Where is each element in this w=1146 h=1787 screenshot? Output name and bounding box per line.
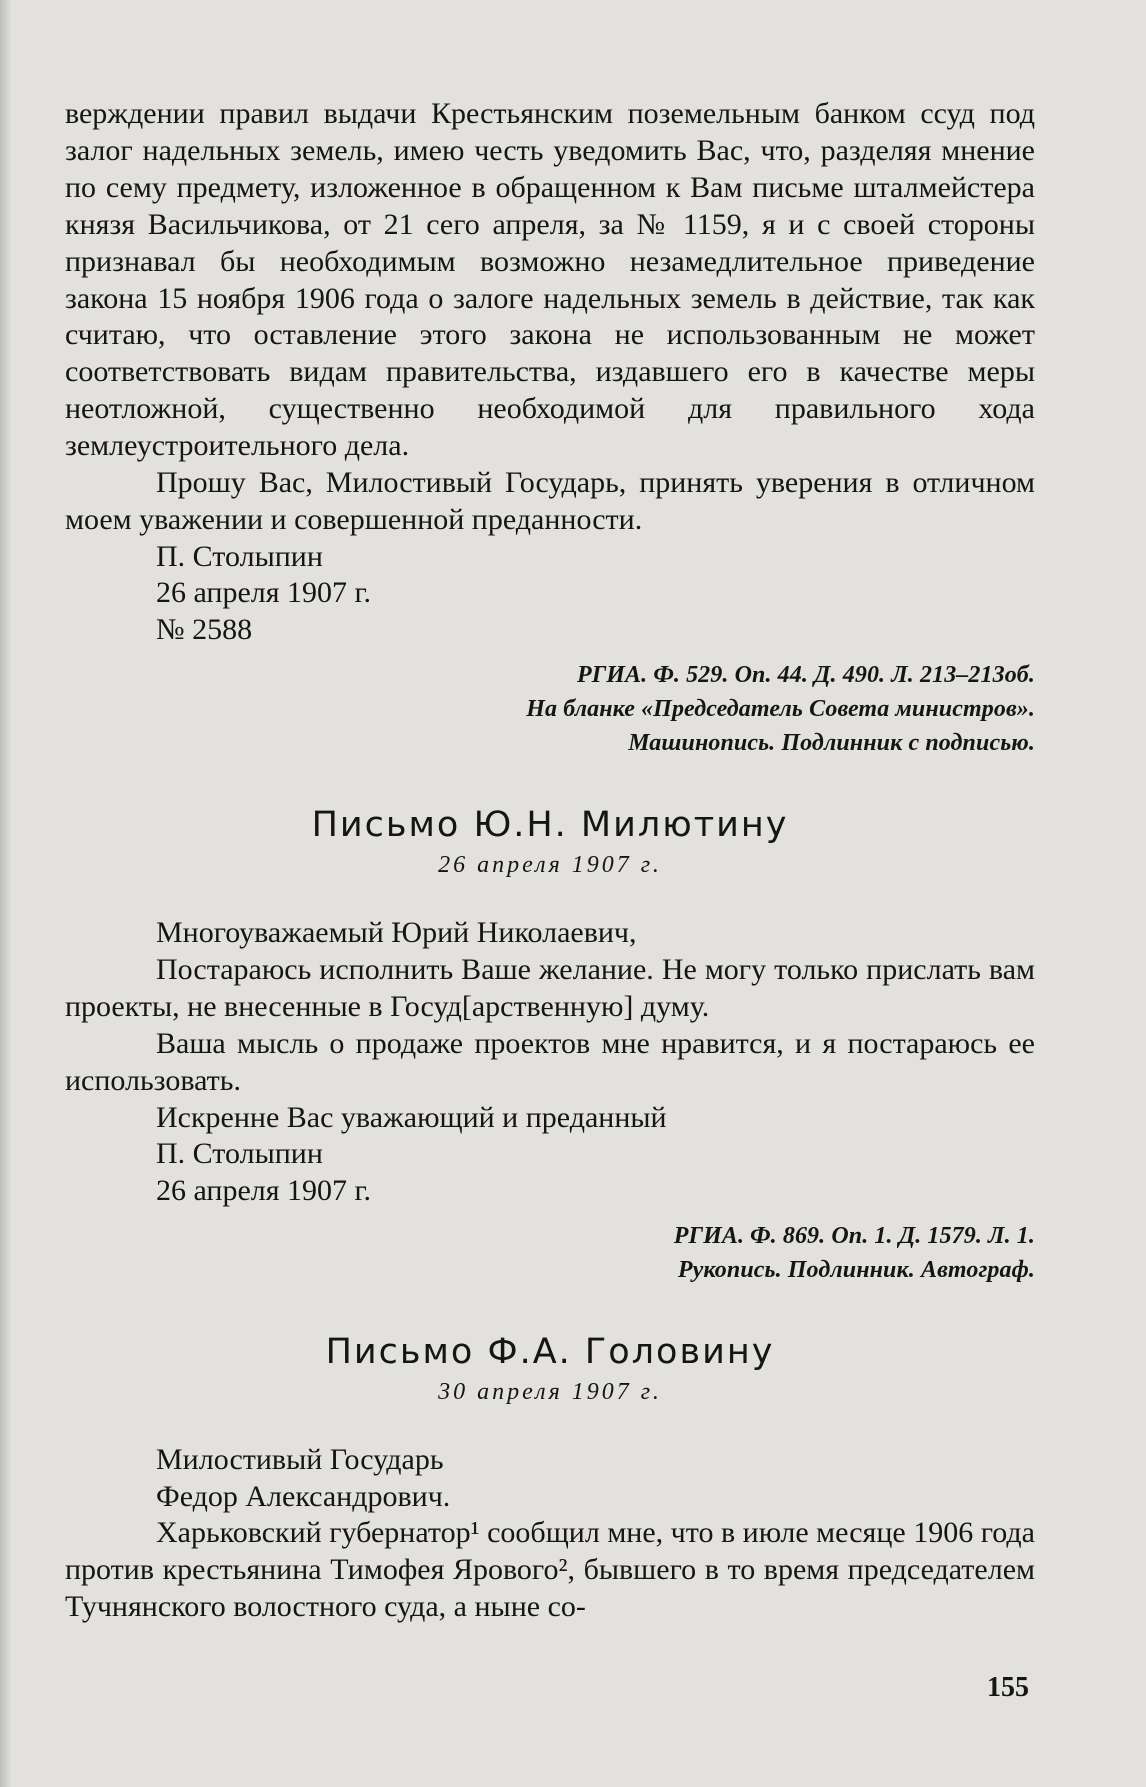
- document-number: № 2588: [156, 612, 253, 646]
- citation-type: Рукопись. Подлинник. Автограф.: [677, 1257, 1035, 1283]
- signature-name: П. Столыпин: [156, 1137, 323, 1170]
- letter-date-milyutin: 26 апреля 1907 г.: [438, 852, 662, 879]
- signature-date: 26 апреля 1907 г.: [156, 576, 371, 610]
- citation-type: Машинопись. Подлинник с подписью.: [628, 730, 1035, 757]
- letter-paragraph: Постараюсь исполнить Ваше желание. Не могу только прислать вам проекты, не внесенные в Госуд[арственную] думу.: [65, 952, 1035, 1023]
- page-number: 155: [987, 1672, 1029, 1703]
- letter-paragraph: Ваша мысль о продаже проектов мне нравится, и я постараюсь ее использовать.: [65, 1026, 1035, 1097]
- signature-name: П. Столыпин: [156, 539, 323, 573]
- greeting-line: Многоуважаемый Юрий Николаевич,: [156, 916, 637, 950]
- citation-source: РГИА. Ф. 529. Оп. 44. Д. 490. Л. 213–213об.: [576, 662, 1035, 689]
- letter-heading-golovin: Письмо Ф.А. Головину: [325, 1332, 775, 1372]
- letter-paragraph-start: Харьковский губернатор¹ сообщил мне, что в июле месяце 1906 года против крестьянина Тимофея Ярового², бывшего в то время председателем Тучнянского волостного суда, а ныне со-: [65, 1516, 1035, 1623]
- greeting-line: Милостивый Государь: [156, 1443, 444, 1476]
- letter-date-golovin: 30 апреля 1907 г.: [438, 1379, 662, 1405]
- signature-block-first: [156, 539, 1035, 649]
- archive-citation-first: [65, 658, 1035, 760]
- letter-heading-milyutin: Письмо Ю.Н. Милютину: [311, 805, 789, 846]
- citation-source: РГИА. Ф. 869. Оп. 1. Д. 1579. Л. 1.: [673, 1223, 1035, 1249]
- greeting-line: Федор Александрович.: [156, 1479, 451, 1513]
- archive-citation-second: [65, 1219, 1035, 1287]
- citation-note: На бланке «Председатель Совета министров».: [526, 696, 1035, 723]
- page-gutter-shadow: [0, 0, 12, 1787]
- closing-phrase: Искренне Вас уважающий и преданный: [156, 1100, 667, 1134]
- signature-date: 26 апреля 1907 г.: [156, 1173, 371, 1207]
- greeting-golovin: [156, 1442, 1035, 1515]
- signature-block-second: [156, 1100, 1035, 1210]
- page-content: [65, 96, 1035, 1626]
- continuation-paragraph: верждении правил выдачи Крестьянским поземельным банком ссуд под залог надельных земель, имею честь уведомить Вас, что, разделяя мнение по сему предмету, изложенное в обращенном к Вам письме шталмейстера князя Васильчикова, от 21 сего апреля, за № 1159, я и с своей стороны признавал бы необходимым возможно незамедлительное приведение закона 15 ноября 1906 года о залоге надельных земель в действие, так как считаю, что оставление этого закона не использованным не может соответствовать видам правительства, издавшего его в качестве меры неотложной, существенно необходимой для правильного хода землеустроительного дела.: [65, 97, 1035, 463]
- greeting-milyutin: [156, 915, 1035, 952]
- closing-paragraph: Прошу Вас, Милостивый Государь, принять уверения в отличном моем уважении и совершенной преданности.: [65, 466, 1035, 536]
